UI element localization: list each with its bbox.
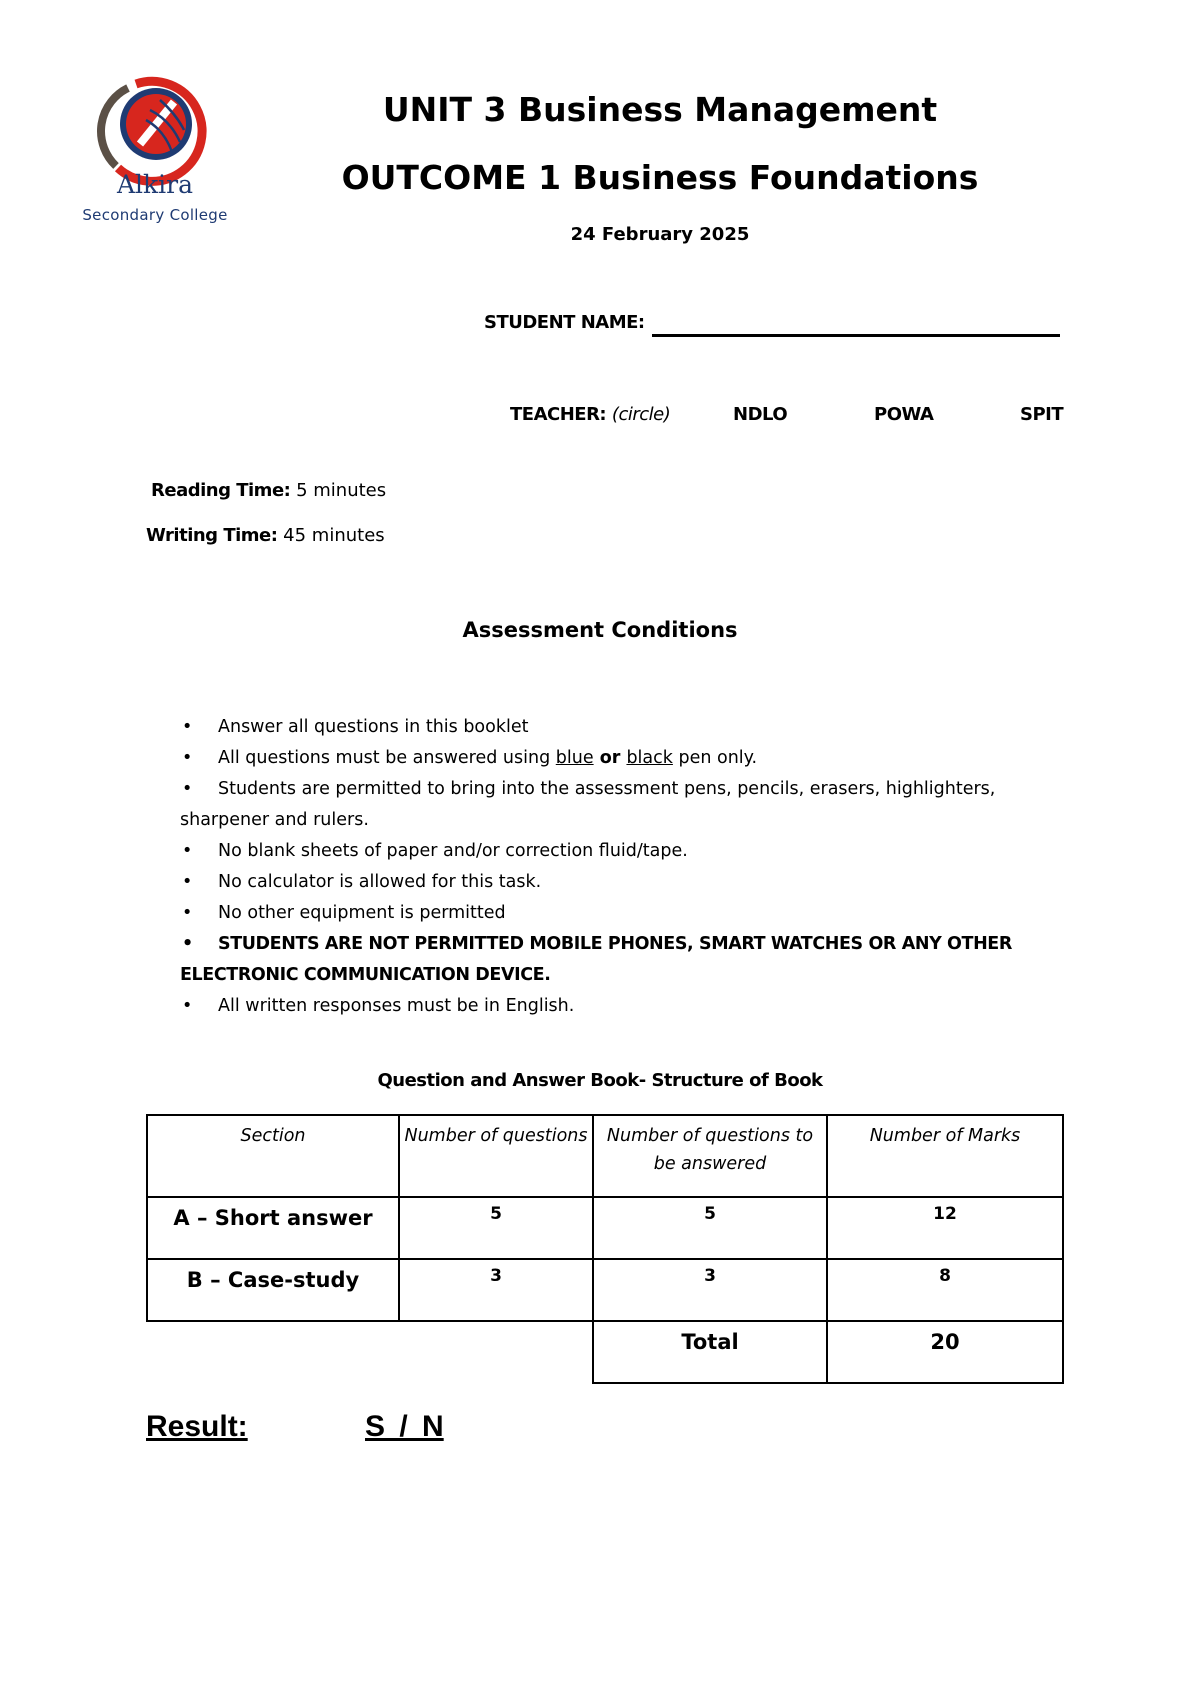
conditions-heading: Assessment Conditions bbox=[462, 618, 738, 642]
condition-text: No other equipment is permitted bbox=[218, 903, 506, 923]
list-item bbox=[180, 867, 1040, 898]
condition-text-cont: ELECTRONIC COMMUNICATION DEVICE. bbox=[180, 965, 551, 985]
writing-time-value: 45 minutes bbox=[283, 525, 385, 546]
list-item bbox=[180, 836, 1040, 867]
condition-text: No calculator is allowed for this task. bbox=[218, 872, 542, 892]
empty-cell bbox=[147, 1321, 399, 1383]
table-row bbox=[147, 1259, 1063, 1321]
questions-cell: 5 bbox=[399, 1197, 593, 1259]
condition-blue: blue bbox=[555, 748, 594, 768]
teacher-label bbox=[510, 404, 670, 425]
answered-cell: 3 bbox=[593, 1259, 827, 1321]
writing-time-label: Writing Time: bbox=[146, 525, 278, 546]
student-name-label: STUDENT NAME: bbox=[484, 312, 645, 333]
column-header: Number of questions to be answered bbox=[593, 1115, 827, 1197]
answered-cell: 5 bbox=[593, 1197, 827, 1259]
condition-text: pen only. bbox=[672, 748, 758, 768]
condition-or: or bbox=[593, 748, 627, 768]
structure-table bbox=[146, 1114, 1064, 1384]
condition-text: STUDENTS ARE NOT PERMITTED MOBILE PHONES, SMART WATCHES OR ANY OTHER bbox=[218, 934, 1012, 954]
questions-cell: 3 bbox=[399, 1259, 593, 1321]
condition-text: All written responses must be in English. bbox=[218, 996, 575, 1016]
marks-cell: 8 bbox=[827, 1259, 1063, 1321]
table-total-row bbox=[147, 1321, 1063, 1383]
teacher-option-spit[interactable]: SPIT bbox=[1020, 404, 1064, 425]
reading-time-label: Reading Time: bbox=[151, 480, 291, 501]
section-cell: B – Case-study bbox=[147, 1259, 399, 1321]
column-header: Number of questions bbox=[399, 1115, 593, 1197]
total-marks: 20 bbox=[827, 1321, 1063, 1383]
college-logo bbox=[80, 58, 230, 228]
teacher-label-text: TEACHER: bbox=[510, 404, 607, 425]
teacher-note: (circle) bbox=[611, 404, 671, 425]
column-header: Number of Marks bbox=[827, 1115, 1063, 1197]
column-header: Section bbox=[147, 1115, 399, 1197]
condition-black: black bbox=[626, 748, 673, 768]
structure-heading: Question and Answer Book- Structure of Book bbox=[377, 1070, 823, 1091]
teacher-option-ndlo[interactable]: NDLO bbox=[733, 404, 788, 425]
condition-text: All questions must be answered using bbox=[218, 748, 556, 768]
student-name-field[interactable] bbox=[652, 334, 1060, 337]
result-label: Result: bbox=[146, 1410, 248, 1443]
writing-time bbox=[146, 525, 385, 546]
list-item bbox=[180, 774, 1040, 836]
section-cell: A – Short answer bbox=[147, 1197, 399, 1259]
empty-cell bbox=[399, 1321, 593, 1383]
conditions-list bbox=[180, 712, 1040, 1022]
list-item bbox=[180, 991, 1040, 1022]
condition-text: Students are permitted to bring into the assessment pens, pencils, erasers, highlighters, bbox=[218, 779, 996, 799]
page-title: UNIT 3 Business Management bbox=[382, 90, 938, 129]
result-value[interactable]: S / N bbox=[365, 1410, 444, 1443]
teacher-option-powa[interactable]: POWA bbox=[874, 404, 934, 425]
list-item bbox=[180, 898, 1040, 929]
logo-subtitle: Secondary College bbox=[82, 206, 228, 224]
table-header-row bbox=[147, 1115, 1063, 1197]
reading-time bbox=[151, 480, 386, 501]
condition-text: Answer all questions in this booklet bbox=[218, 717, 529, 737]
page-subtitle: OUTCOME 1 Business Foundations bbox=[341, 158, 979, 197]
assessment-date: 24 February 2025 bbox=[570, 224, 750, 245]
table-row bbox=[147, 1197, 1063, 1259]
list-item bbox=[180, 743, 1040, 774]
total-label: Total bbox=[593, 1321, 827, 1383]
reading-time-value: 5 minutes bbox=[296, 480, 387, 501]
logo-name: Alkira bbox=[116, 170, 194, 199]
marks-cell: 12 bbox=[827, 1197, 1063, 1259]
list-item bbox=[180, 712, 1040, 743]
condition-text: No blank sheets of paper and/or correction fluid/tape. bbox=[218, 841, 688, 861]
condition-text-cont: sharpener and rulers. bbox=[180, 810, 369, 830]
list-item bbox=[180, 929, 1040, 991]
